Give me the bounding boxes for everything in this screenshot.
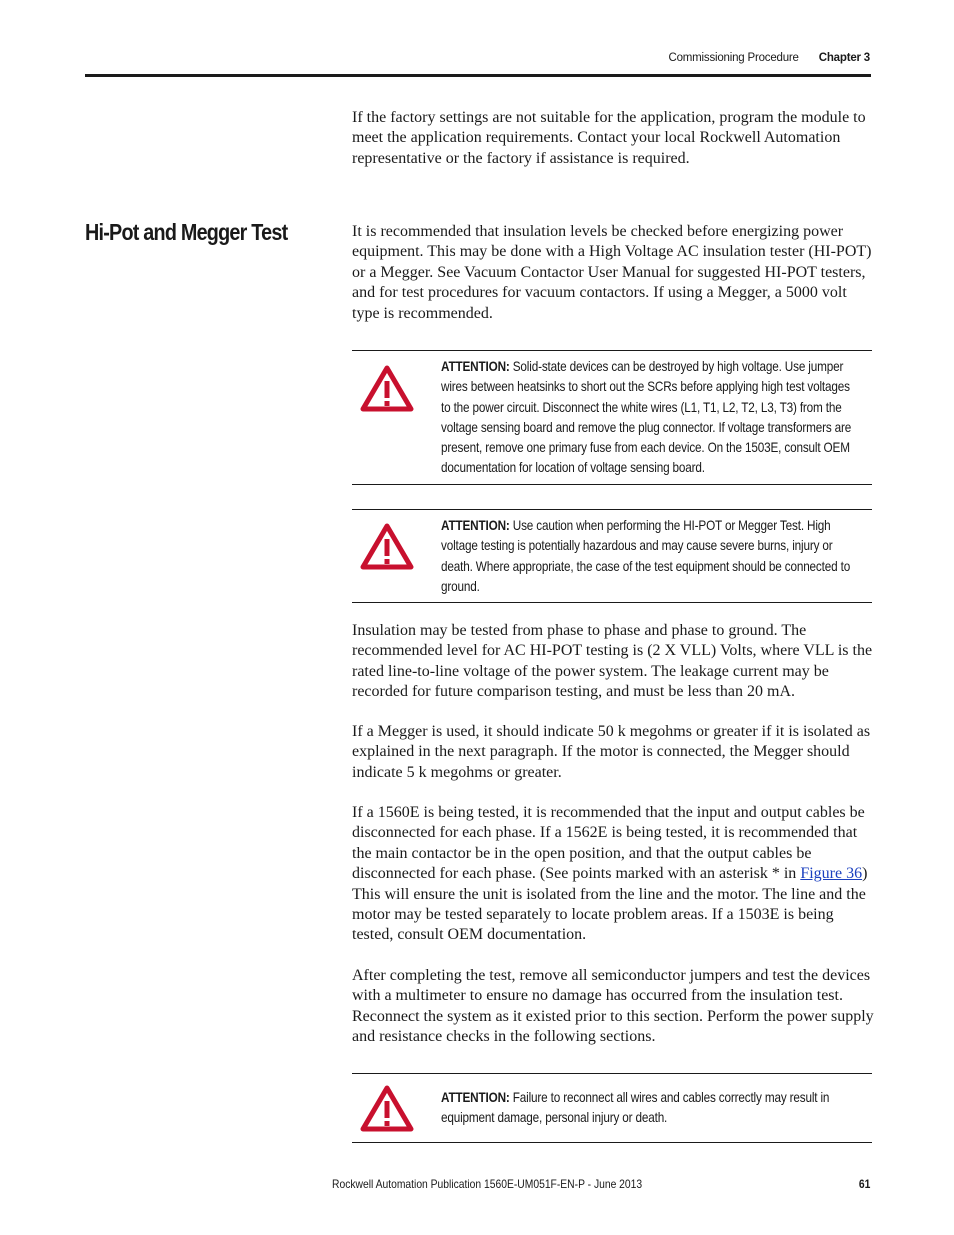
section-heading: Hi-Pot and Megger Test xyxy=(85,219,288,245)
paragraph-4-text-b: ) This will ensure the unit is isolated from the line and the motor. The line and the motor may be tested separately to locate problem areas. If a 1503E is being tested, consult OEM documentation. xyxy=(352,865,868,944)
attention-text-2 xyxy=(441,515,861,596)
attention-box-1 xyxy=(352,350,872,485)
warning-triangle-icon xyxy=(360,523,414,570)
paragraph-4 xyxy=(352,803,874,946)
attention-box-3 xyxy=(352,1073,872,1143)
footer-publication: Rockwell Automation Publication 1560E-UM051F-EN-P - June 2013 xyxy=(332,1177,643,1191)
paragraph-2: Insulation may be tested from phase to phase and phase to ground. The recommended level for AC HI-POT testing is (2 X VLL) Volts, where VLL is the rated line-to-line voltage of the power system. The leakage current may be recorded for future comparison testing, and must be less than 20 mA. xyxy=(352,622,873,701)
header-rule xyxy=(85,74,871,77)
paragraph-4-text-a: If a 1560E is being tested, it is recommended that the input and output cables be disconnected for each phase. If a 1562E is being tested, it is recommended that the main contactor be in the open position, and that the output cables be disconnected for each phase. (See points marked with an asterisk * in xyxy=(352,804,865,883)
attention-text-3 xyxy=(441,1087,861,1128)
header-chapter: Chapter 3 xyxy=(818,52,870,64)
attention-label: ATTENTION: xyxy=(441,517,510,533)
paragraph-3: If a Megger is used, it should indicate 50 k megohms or greater if it is isolated as explained in the next paragraph. If the motor is connected, the Megger should indicate 5 k megohms or greater. xyxy=(352,723,871,781)
warning-triangle-icon xyxy=(360,365,414,412)
figure-36-link[interactable]: Figure 36 xyxy=(800,865,863,883)
attention-text-1 xyxy=(441,356,861,478)
running-header xyxy=(668,52,870,64)
attention-body: Use caution when performing the HI-POT or Megger Test. High voltage testing is potentially hazardous and may cause severe burns, injury or death. Where appropriate, the case of the test equipment should be connected to ground. xyxy=(441,517,851,594)
attention-label: ATTENTION: xyxy=(441,358,510,374)
attention-box-2 xyxy=(352,509,872,603)
attention-body: Solid-state devices can be destroyed by high voltage. Use jumper wires between heatsinks to short out the SCRs before applying high test voltages to the power circuit. Disconnect the white wires (L1, T1, L2, T2, L3, T3) from the voltage sensing board and remove the plug connector. If voltage transformers are present, remove one primary fuse from each device. On the 1503E, consult OEM documentation for location of voltage sensing board. xyxy=(441,358,852,476)
paragraph-1: It is recommended that insulation levels be checked before energizing power equipment. This may be done with a High Voltage AC insulation tester (HI-POT) or a Megger. See Vacuum Contactor User Manual for suggested HI-POT testers, and for test procedures for vacuum contactors. If using a Megger, a 5000 volt type is recommended. xyxy=(352,223,872,322)
paragraph-5: After completing the test, remove all semiconductor jumpers and test the devices with a multimeter to ensure no damage has occurred from the insulation test. Reconnect the system as it existed prior to this section. Perform the power supply and resistance checks in the following sections. xyxy=(352,967,874,1046)
warning-triangle-icon xyxy=(360,1085,414,1132)
intro-paragraph: If the factory settings are not suitable for the application, program the module to meet the application requirements. Contact your local Rockwell Automation representative or the factory if assistance is required. xyxy=(352,109,866,167)
header-section-title: Commissioning Procedure xyxy=(668,52,799,64)
attention-body: Failure to reconnect all wires and cables correctly may result in equipment damage, personal injury or death. xyxy=(441,1089,830,1126)
page-number: 61 xyxy=(858,1177,870,1191)
attention-label: ATTENTION: xyxy=(441,1089,510,1105)
